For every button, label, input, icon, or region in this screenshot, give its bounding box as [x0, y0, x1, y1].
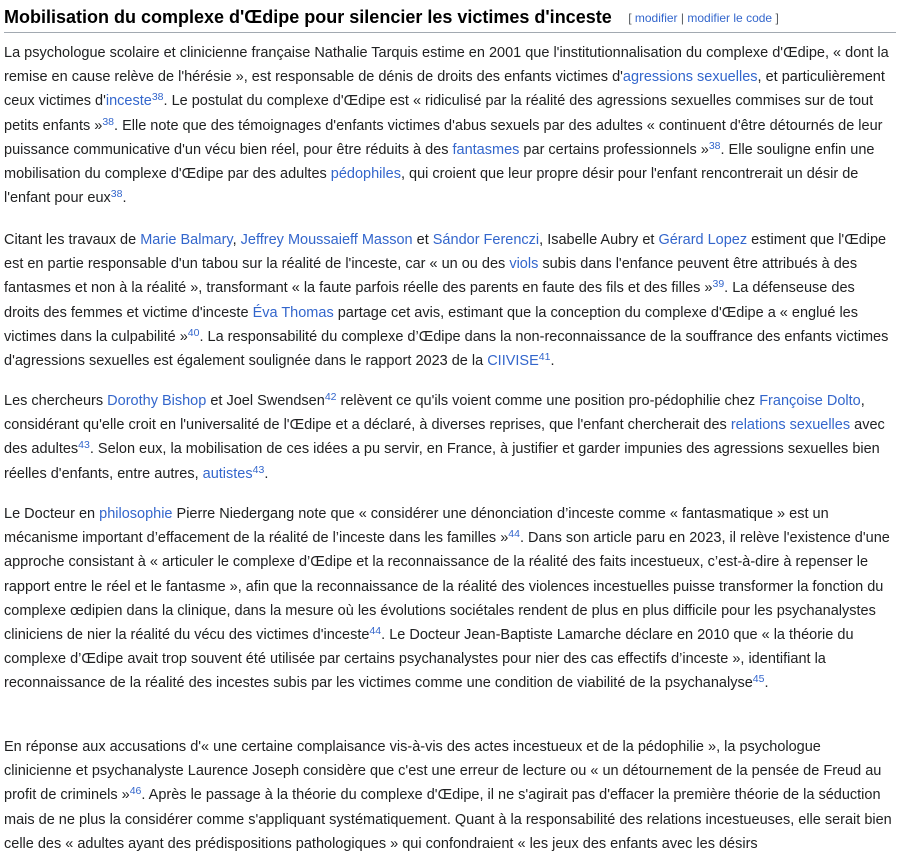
- text-run: et Joel Swendsen: [206, 393, 325, 409]
- edit-bracket-open: [: [628, 11, 632, 25]
- text-run: . La responsabilité du complexe d’Œdipe dans la non-reconnaissance de la souffrance des enfants victimes d'agressions sexuelles est également soulignée dans le rapport 2023 de la: [4, 328, 889, 370]
- wiki-link[interactable]: agressions sexuelles: [622, 69, 758, 86]
- text-run: Les chercheurs: [4, 393, 108, 409]
- text-run: avec des adultes: [4, 417, 885, 458]
- text-run: En réponse aux accusations d'« une certaine complaisance vis-à-vis des actes incestueux et de la pédophilie », la psychologue clinicienne et psychanalyste Laurence Joseph considère que c'est une erreur de lecture ou « un détournement de la pensée de Freud au profit de criminels »: [4, 739, 882, 804]
- wiki-link[interactable]: Jeffrey Moussaieff Masson: [240, 232, 413, 248]
- text-run: .: [550, 353, 555, 370]
- paragraph: [4, 389, 892, 486]
- section-heading: [4, 2, 896, 33]
- text-run: par certains professionnels »: [519, 141, 709, 158]
- reference-link[interactable]: 41: [538, 351, 551, 364]
- reference-link[interactable]: 46: [129, 785, 142, 798]
- text-run: . Dans son article paru en 2023, il relève l'existence d'une approche consistant à « articuler le complexe d’Œdipe et la reconnaissance de la réalité des faits incestueux, c’est-à-dire à repenser le rapport entre le réel et le fantasme », afin que la reconnaissance de la réalité des violences incestuelles puisse transformer la fonction du complexe œdipien dans la clinique, dans la mesure où les évolutions sociétales rendent de plus en plus difficile pour les psychanalystes cliniciens de nier la réalité du vécu des victimes d'inceste: [4, 530, 890, 644]
- text-run: Le Docteur en: [4, 506, 100, 522]
- wiki-link[interactable]: Marie Balmary: [140, 232, 233, 248]
- section-title: Mobilisation du complexe d'Œdipe pour silencier les victimes d'inceste: [4, 7, 612, 27]
- wiki-link[interactable]: Dorothy Bishop: [107, 393, 207, 409]
- reference-link[interactable]: 44: [508, 528, 520, 541]
- reference-link[interactable]: 38: [708, 139, 721, 152]
- text-run: . Après le passage à la théorie du complexe d'Œdipe, il ne s'agirait pas d'effacer la première théorie de la séduction mais de ne plus la considérer comme s'appliquant systématiquement. Quant à la responsabilité des relations incestueuses, elle serait bien celle des « adultes ayant des prédispositions pathologiques » qui confondraient « les jeux des enfants avec les désirs: [4, 787, 892, 852]
- edit-bracket-close: ]: [775, 11, 779, 25]
- wiki-link[interactable]: CIIVISE: [487, 353, 539, 370]
- text-run: et: [412, 232, 433, 248]
- wiki-link[interactable]: relations sexuelles: [730, 417, 851, 434]
- text-run: relèvent ce qu'ils voient comme une position pro-pédophilie chez: [336, 393, 760, 409]
- text-run: Citant les travaux de: [4, 232, 141, 248]
- text-run: , Isabelle Aubry et: [539, 232, 659, 248]
- text-run: partage cet avis, estimant que la conception du complexe d'Œdipe a « englué les victimes dans la culpabilité »: [4, 304, 858, 345]
- reference-link[interactable]: 42: [324, 391, 337, 403]
- text-run: . Elle souligne enfin une mobilisation du complexe d'Œdipe par des adultes: [4, 141, 875, 183]
- wiki-link[interactable]: inceste: [105, 93, 152, 110]
- reference-link[interactable]: 39: [712, 278, 725, 291]
- wiki-link[interactable]: Éva Thomas: [252, 304, 334, 321]
- edit-link[interactable]: modifier: [634, 11, 678, 25]
- text-run: , considérant qu'elle croit en l'universalité de l'Œdipe et a déclaré, à diverses reprises, que l'enfant chercherait des: [4, 393, 865, 434]
- text-run: . Elle note que des témoignages d'enfants victimes d'abus sexuels par des adultes « continuent d'être détournés de leur puissance communicative d'un vécu bien réel, pour être réduits à des: [4, 117, 883, 158]
- wiki-link[interactable]: pédophiles: [330, 166, 401, 183]
- reference-link[interactable]: 44: [369, 625, 382, 638]
- text-run: subis dans l'enfance peuvent être attribués à des fantasmes et non à la réalité », transformant « la faute parfois réelle des parents en faute des fils et des filles »: [4, 256, 858, 297]
- text-run: La psychologue scolaire et clinicienne française Nathalie Tarquis estime en 2001 que l'institutionnalisation du complexe d'Œdipe, « dont la remise en cause relève de l'hérésie », est responsable de dénis de droits des enfants victimes d': [4, 45, 889, 86]
- text-run: . Selon eux, la mobilisation de ces idées a pu servir, en France, à justifier et garder impunies des agressions sexuelles bien réelles d'enfants, entre autres,: [4, 441, 880, 482]
- text-run: ,: [232, 232, 241, 248]
- paragraph: [4, 41, 892, 210]
- reference-link[interactable]: 43: [252, 463, 265, 476]
- text-run: .: [764, 675, 769, 692]
- text-run: . La défenseuse des droits des femmes et victime d'inceste: [4, 280, 855, 321]
- reference-link[interactable]: 43: [78, 439, 90, 452]
- text-run: , et particulièrement ceux victimes d': [4, 69, 885, 110]
- text-run: .: [264, 465, 269, 482]
- paragraph: [4, 735, 892, 856]
- paragraph: [4, 502, 892, 696]
- reference-link[interactable]: 45: [752, 673, 765, 686]
- edit-separator: |: [680, 11, 685, 25]
- reference-link[interactable]: 38: [110, 188, 123, 201]
- reference-link[interactable]: 38: [151, 91, 164, 104]
- reference-link[interactable]: 38: [102, 115, 115, 128]
- wiki-link[interactable]: Sándor Ferenczi: [432, 232, 540, 248]
- wiki-link[interactable]: fantasmes: [452, 141, 520, 158]
- wiki-link[interactable]: Gérard Lopez: [658, 232, 748, 248]
- text-run: Pierre Niedergang note que « considérer une dénonciation d’inceste comme « fantasmatique » est un mécanisme important d’effacement de la réalité de l’inceste dans les familles »: [4, 506, 829, 547]
- wiki-link[interactable]: autistes: [202, 465, 253, 482]
- text-run: . Le postulat du complexe d'Œdipe est « ridiculisé par la réalité des agressions sexuelles commises sur de tout petits enfants »: [4, 93, 874, 134]
- wiki-link[interactable]: philosophie: [99, 506, 173, 522]
- text-run: estiment que l'Œdipe est en partie responsable d'un tabou sur la réalité de l'inceste, car « un ou des: [4, 232, 887, 273]
- wiki-link[interactable]: Françoise Dolto: [759, 393, 861, 409]
- paragraph: [4, 228, 892, 373]
- text-run: .: [122, 190, 127, 207]
- wiki-link[interactable]: viols: [509, 256, 539, 273]
- reference-link[interactable]: 40: [187, 326, 200, 339]
- edit-source-link[interactable]: modifier le code: [687, 11, 773, 25]
- edit-section-links: [628, 11, 779, 25]
- text-run: . Le Docteur Jean-Baptiste Lamarche déclare en 2010 que « la théorie du complexe d’Œdipe avait trop souvent été utilisée par certains psychanalystes pour nier des cas effectifs d’inceste », identifiant la reconnaissance de la réalité des incestes subis par les victimes comme une condition de viabilité de la psychanalyse: [4, 627, 854, 692]
- text-run: , qui croient que leur propre désir pour l'enfant rencontrerait un désir de l'enfant pour eux: [4, 166, 859, 207]
